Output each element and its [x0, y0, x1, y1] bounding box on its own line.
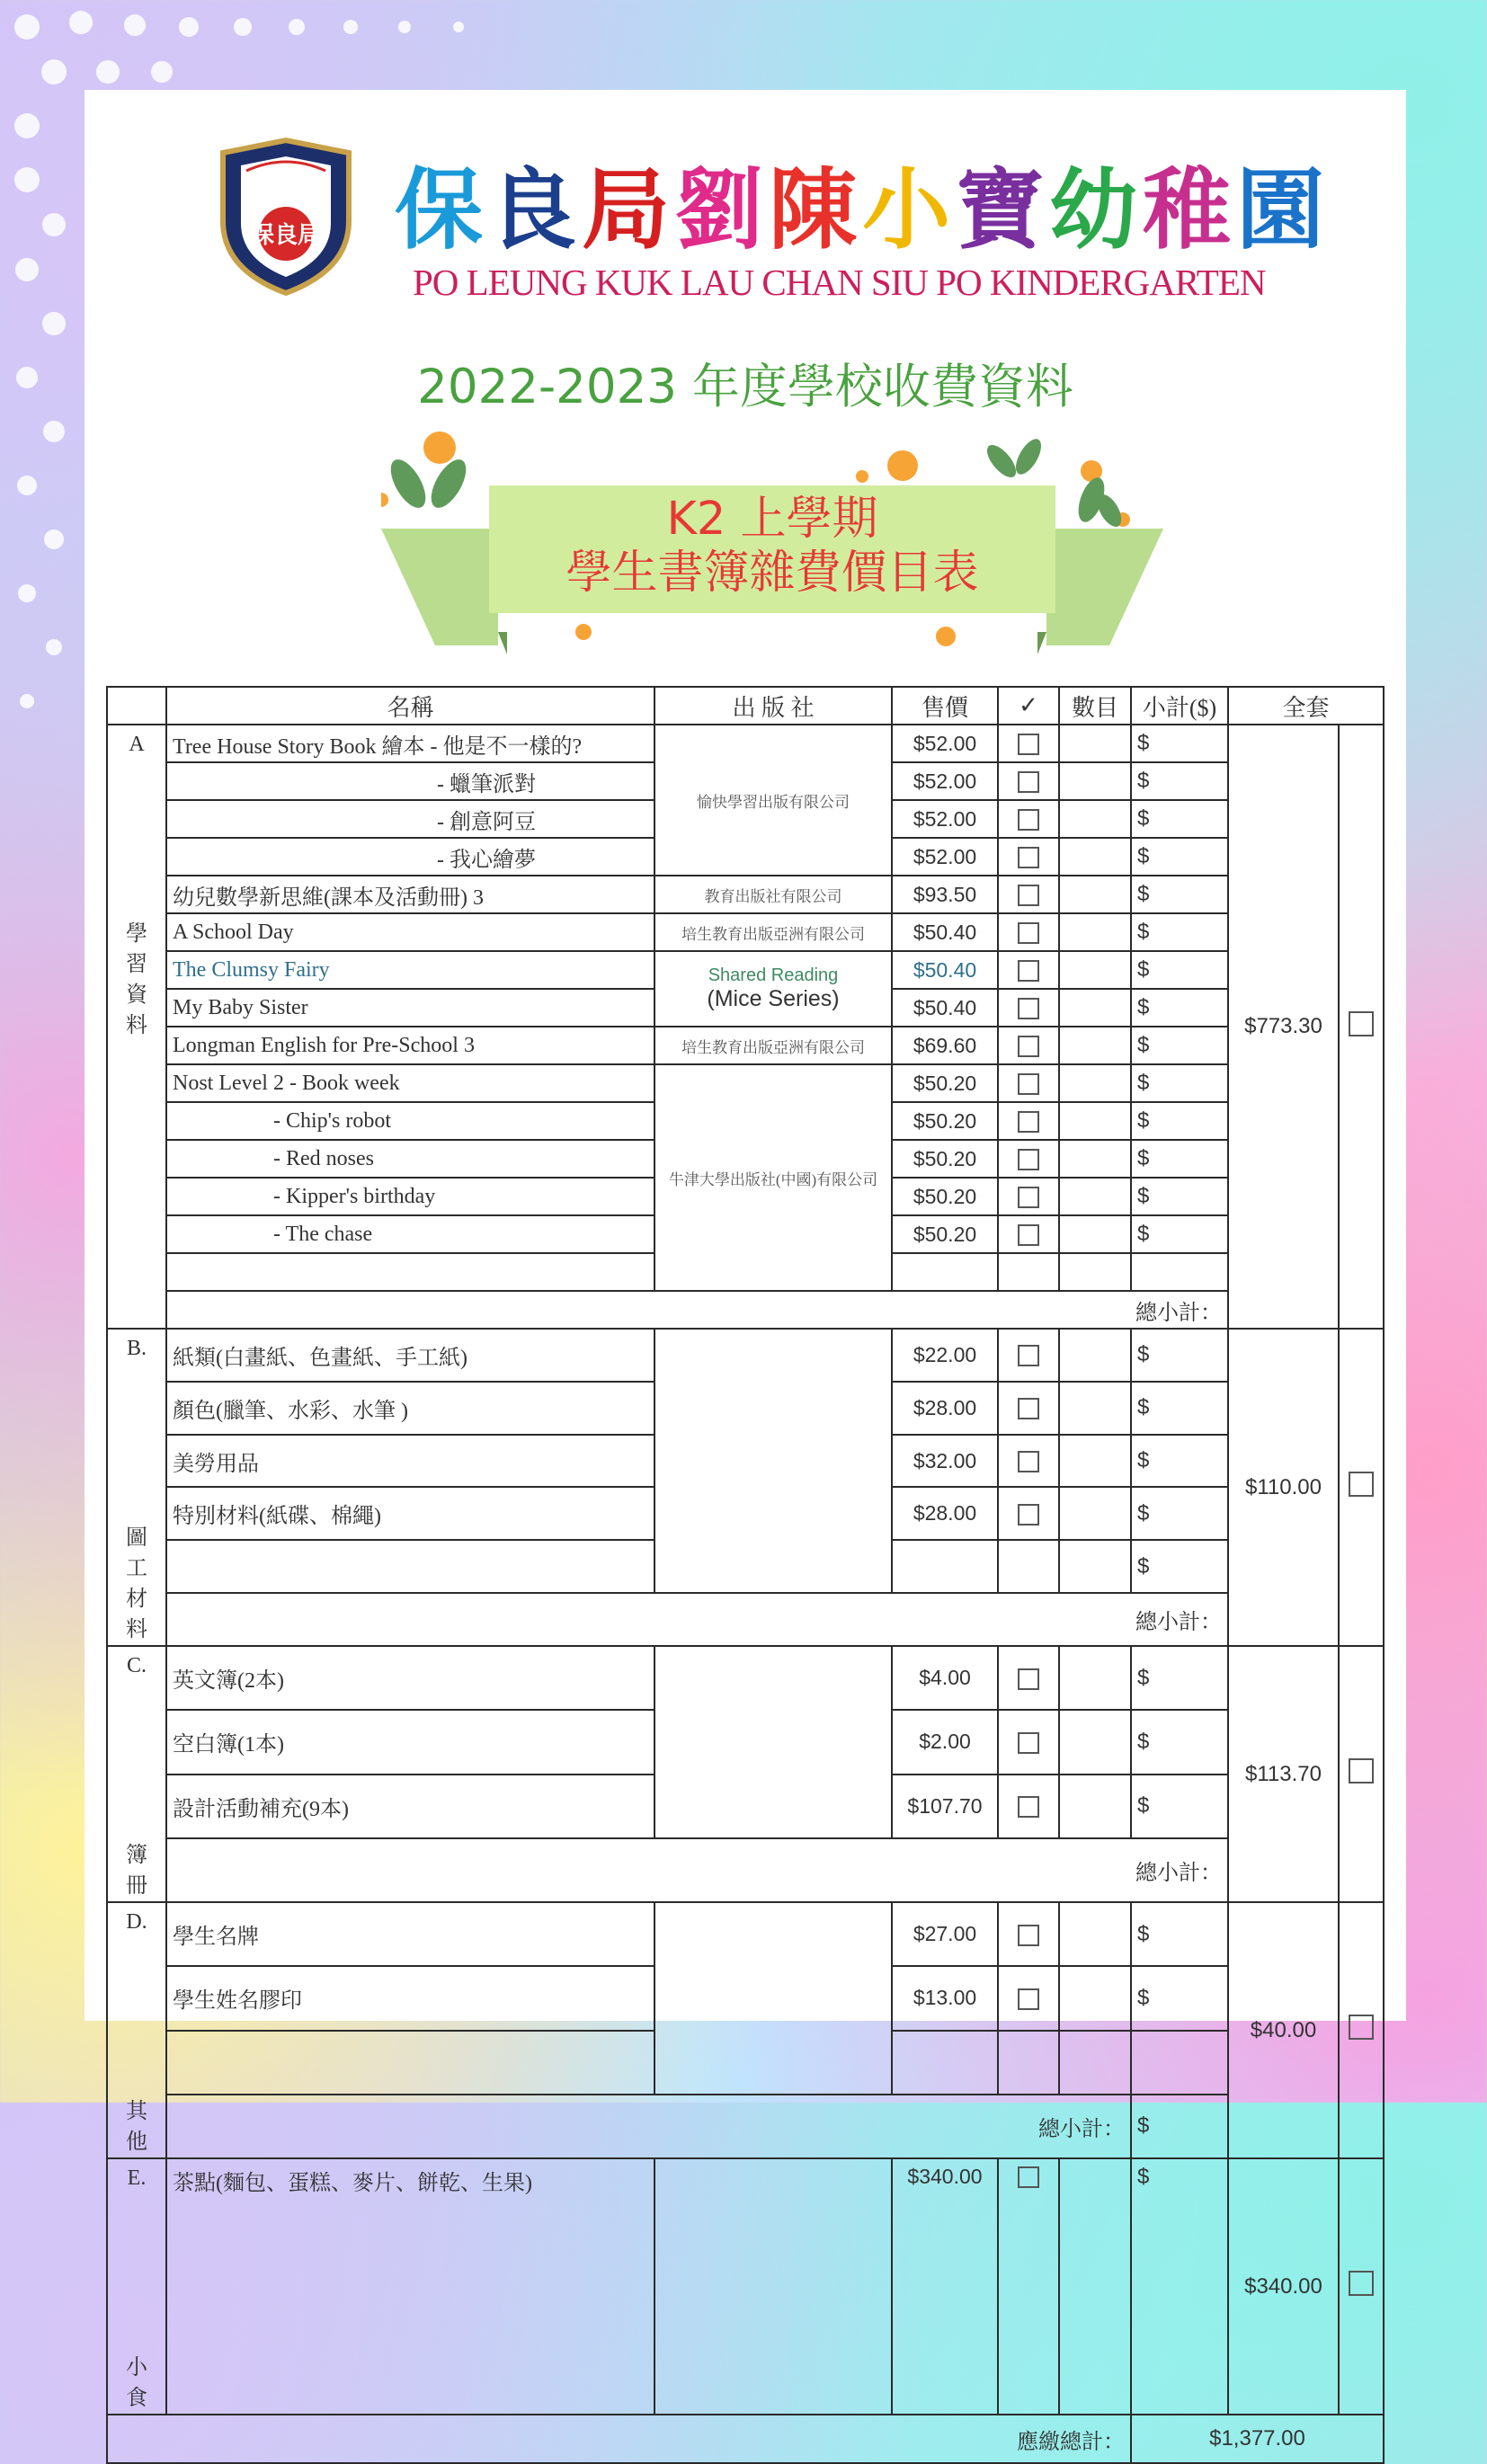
fee-table-wrapper — [106, 686, 1383, 2464]
item-name: 特別材料(紙碟、棉繩) — [166, 1487, 654, 1540]
item-name: - 我心繪夢 — [166, 838, 654, 876]
item-name: - Kipper's birthday — [166, 1178, 654, 1215]
item-name: 紙類(白畫紙、色畫紙、手工紙) — [166, 1329, 654, 1382]
publisher-cell: 牛津大學出版社(中國)有限公司 — [654, 1064, 892, 1291]
item-subtotal: $ — [1131, 2158, 1228, 2415]
title-char: 園 — [1236, 158, 1331, 262]
check-cell — [998, 1215, 1059, 1253]
item-name: A School Day — [166, 913, 654, 951]
item-name: 學生名牌 — [166, 1902, 654, 1966]
table-row — [107, 2031, 1384, 2095]
qty-cell — [1059, 913, 1131, 951]
checkbox[interactable] — [1018, 809, 1039, 831]
item-name: - The chase — [166, 1215, 654, 1253]
checkbox[interactable] — [1018, 2166, 1039, 2188]
item-subtotal: $ — [1131, 838, 1228, 876]
checkbox[interactable] — [1018, 771, 1039, 793]
item-price: $28.00 — [892, 1487, 998, 1540]
item-name: Tree House Story Book 繪本 - 他是不一樣的? — [166, 725, 654, 762]
item-subtotal: $ — [1131, 1140, 1228, 1178]
check-cell — [998, 1102, 1059, 1140]
item-price: $50.20 — [892, 1064, 998, 1102]
qty-cell — [1059, 1329, 1131, 1382]
category-letter: D. — [126, 1910, 147, 1934]
category-letter: B. — [126, 1337, 147, 1360]
item-subtotal: $ — [1131, 1215, 1228, 1253]
subtotal-row — [107, 1593, 1384, 1646]
item-subtotal: $ — [1131, 1540, 1228, 1593]
publisher-cell — [654, 1329, 892, 1382]
publisher-cell — [654, 1710, 892, 1774]
item-name — [166, 1540, 654, 1593]
check-cell — [998, 1487, 1059, 1540]
item-name — [166, 1253, 654, 1291]
qty-cell — [1059, 1140, 1131, 1178]
item-subtotal: $ — [1131, 1710, 1228, 1774]
item-price: $27.00 — [892, 1902, 998, 1966]
publisher-series: Shared Reading — [708, 965, 839, 985]
set-checkbox[interactable] — [1349, 2271, 1374, 2296]
qty-cell — [1059, 1382, 1131, 1435]
item-name: 學生姓名膠印 — [166, 1966, 654, 2030]
item-name: 美勞用品 — [166, 1435, 654, 1488]
qty-cell — [1059, 762, 1131, 800]
item-subtotal: $ — [1131, 1178, 1228, 1215]
item-name — [166, 2031, 654, 2095]
item-subtotal: $ — [1131, 989, 1228, 1027]
publisher-cell — [654, 951, 892, 1027]
qty-cell — [1059, 1902, 1131, 1966]
table-row — [107, 1329, 1384, 1382]
table-row — [107, 876, 1384, 913]
item-name: Nost Level 2 - Book week — [166, 1064, 654, 1102]
table-row — [107, 1435, 1384, 1488]
category-label: 其他 — [126, 2100, 147, 2154]
item-price: $50.40 — [892, 951, 998, 989]
table-row — [107, 1064, 1384, 1102]
check-cell — [998, 1329, 1059, 1382]
title-char: 劉 — [675, 158, 770, 262]
qty-cell — [1059, 1646, 1131, 1710]
grand-total-section — [107, 2415, 1384, 2463]
title-char: 小 — [862, 158, 957, 262]
category-label: 簿冊 — [126, 1844, 147, 1898]
set-checkbox[interactable] — [1349, 1758, 1374, 1784]
item-price: $52.00 — [892, 725, 998, 762]
item-price: $50.40 — [892, 913, 998, 951]
category-cell — [107, 1902, 166, 2158]
item-name: - Red noses — [166, 1140, 654, 1178]
set-checkbox[interactable] — [1349, 1472, 1374, 1497]
item-subtotal: $ — [1131, 1382, 1228, 1435]
item-price: $50.20 — [892, 1178, 998, 1215]
item-price: $93.50 — [892, 876, 998, 913]
publisher-cell — [654, 1382, 892, 1435]
item-price: $52.00 — [892, 838, 998, 876]
item-name: The Clumsy Fairy — [166, 951, 654, 989]
qty-cell — [1059, 2031, 1131, 2095]
checkbox[interactable] — [1018, 922, 1039, 944]
check-cell — [998, 725, 1059, 762]
item-subtotal: $ — [1131, 1027, 1228, 1064]
publisher-cell — [654, 2158, 892, 2415]
table-header-row — [107, 687, 1384, 725]
check-cell — [998, 1710, 1059, 1774]
category-letter: E. — [127, 2166, 147, 2190]
section-b — [107, 1329, 1384, 1646]
item-subtotal: $ — [1131, 951, 1228, 989]
title-char: 寶 — [956, 158, 1050, 262]
qty-cell — [1059, 1215, 1131, 1253]
publisher-cell: 培生教育出版亞洲有限公司 — [654, 1027, 892, 1064]
qty-cell — [1059, 1540, 1131, 1593]
item-price: $2.00 — [892, 1710, 998, 1774]
item-subtotal — [1131, 2031, 1228, 2095]
item-subtotal — [1131, 1253, 1228, 1291]
item-price: $22.00 — [892, 1329, 998, 1382]
table-row — [107, 1027, 1384, 1064]
subtotal-label: 總小計： — [166, 1291, 1228, 1329]
item-price — [892, 1253, 998, 1291]
table-row — [107, 1487, 1384, 1540]
grand-total-row — [107, 2415, 1384, 2463]
checkbox[interactable] — [1018, 1925, 1039, 1946]
category-cell — [107, 2158, 166, 2415]
checkbox[interactable] — [1018, 998, 1039, 1019]
fee-table — [106, 686, 1385, 2464]
school-crest-logo — [210, 135, 361, 297]
publisher-cell — [654, 1902, 892, 1966]
table-row — [107, 913, 1384, 951]
qty-cell — [1059, 1027, 1131, 1064]
set-check-cell — [1339, 1646, 1384, 1902]
item-subtotal: $ — [1131, 1902, 1228, 1966]
check-cell — [998, 1435, 1059, 1488]
checkbox[interactable] — [1018, 734, 1039, 755]
checkbox[interactable] — [1018, 847, 1039, 868]
publisher-cell: 愉快學習出版有限公司 — [654, 725, 892, 876]
qty-cell — [1059, 1253, 1131, 1291]
item-name: 英文簿(2本) — [166, 1646, 654, 1710]
checkbox[interactable] — [1018, 1398, 1039, 1419]
check-cell — [998, 1253, 1059, 1291]
category-cell — [107, 1646, 166, 1902]
item-name: Longman English for Pre-School 3 — [166, 1027, 654, 1064]
category-cell — [107, 725, 166, 1329]
category-label: 圖工材料 — [126, 1526, 147, 1641]
check-cell — [998, 2031, 1059, 2095]
table-row — [107, 1646, 1384, 1710]
check-cell — [998, 876, 1059, 913]
section-d — [107, 1902, 1384, 2158]
item-price: $32.00 — [892, 1435, 998, 1488]
publisher-cell — [654, 1966, 892, 2030]
qty-cell — [1059, 2158, 1131, 2415]
set-check-cell — [1339, 1902, 1384, 2158]
item-subtotal: $ — [1131, 1435, 1228, 1488]
item-subtotal: $ — [1131, 1966, 1228, 2030]
item-price: $50.20 — [892, 1102, 998, 1140]
school-name-english: PO LEUNG KUK LAU CHAN SIU PO KINDERGARTEN — [413, 262, 1266, 303]
checkbox[interactable] — [1018, 885, 1039, 906]
item-subtotal: $ — [1131, 762, 1228, 800]
subtotal-value: $ — [1131, 2095, 1228, 2158]
publisher-series-sub: (Mice Series) — [707, 986, 840, 1011]
qty-cell — [1059, 876, 1131, 913]
check-cell — [998, 1382, 1059, 1435]
check-cell — [998, 951, 1059, 989]
category-letter: C. — [126, 1654, 147, 1677]
subtotal-label: 總小計： — [166, 1593, 1228, 1646]
checkbox[interactable] — [1018, 1073, 1039, 1095]
item-price: $107.70 — [892, 1775, 998, 1838]
checkbox[interactable] — [1018, 1345, 1039, 1366]
publisher-cell — [654, 1487, 892, 1540]
publisher-cell: 培生教育出版亞洲有限公司 — [654, 913, 892, 951]
checkbox[interactable] — [1018, 1187, 1039, 1208]
title-char: 局 — [582, 158, 676, 262]
checkbox[interactable] — [1018, 1988, 1039, 2010]
header-price: 售價 — [892, 687, 998, 725]
check-cell — [998, 1540, 1059, 1593]
set-total: $113.70 — [1228, 1646, 1339, 1902]
table-row — [107, 951, 1384, 989]
check-cell — [998, 2158, 1059, 2415]
banner-line-grade: K2 上學期 — [666, 493, 878, 546]
check-cell — [998, 1902, 1059, 1966]
item-name: 茶點(麵包、蛋糕、麥片、餅乾、生果) — [166, 2158, 654, 2415]
banner-line-title: 學生書簿雜費價目表 — [565, 547, 979, 600]
table-row — [107, 2158, 1384, 2415]
item-name: - 蠟筆派對 — [166, 762, 654, 800]
svg-text:保良局: 保良局 — [250, 222, 322, 249]
checkbox[interactable] — [1018, 1504, 1039, 1526]
item-subtotal: $ — [1131, 1064, 1228, 1102]
item-subtotal: $ — [1131, 876, 1228, 913]
header-publisher: 出 版 社 — [654, 687, 892, 725]
checkbox[interactable] — [1018, 1111, 1039, 1133]
title-char: 稚 — [1143, 158, 1237, 262]
item-name: - Chip's robot — [166, 1102, 654, 1140]
check-cell — [998, 1966, 1059, 2030]
publisher-cell — [654, 2031, 892, 2095]
item-name: My Baby Sister — [166, 989, 654, 1027]
checkbox[interactable] — [1018, 960, 1039, 982]
header-subtotal: 小計($) — [1131, 687, 1228, 725]
grand-total-label: 應繳總計： — [107, 2415, 1131, 2463]
header-category — [107, 687, 166, 725]
qty-cell — [1059, 1102, 1131, 1140]
subtotal-row — [107, 1838, 1384, 1902]
item-subtotal: $ — [1131, 1102, 1228, 1140]
qty-cell — [1059, 951, 1131, 989]
qty-cell — [1059, 1435, 1131, 1488]
checkbox[interactable] — [1018, 1668, 1039, 1690]
item-price: $50.20 — [892, 1140, 998, 1178]
fee-sheet-page — [85, 90, 1406, 2454]
document-subtitle: 2022-2023 年度學校收費資料 — [417, 360, 1073, 414]
item-subtotal: $ — [1131, 725, 1228, 762]
table-row — [107, 1902, 1384, 1966]
checkbox[interactable] — [1018, 1451, 1039, 1472]
checkbox[interactable] — [1018, 1732, 1039, 1754]
title-char: 良 — [488, 158, 583, 262]
item-price: $28.00 — [892, 1382, 998, 1435]
item-price: $50.40 — [892, 989, 998, 1027]
header-name: 名稱 — [166, 687, 654, 725]
category-letter: A — [129, 733, 145, 756]
qty-cell — [1059, 1487, 1131, 1540]
set-checkbox[interactable] — [1349, 1011, 1374, 1036]
category-cell — [107, 1329, 166, 1646]
table-row — [107, 1540, 1384, 1593]
check-cell — [998, 800, 1059, 838]
school-name-chinese — [395, 139, 1330, 266]
item-price: $13.00 — [892, 1966, 998, 2030]
item-price — [892, 1540, 998, 1593]
publisher-cell — [654, 1775, 892, 1838]
table-row — [107, 1966, 1384, 2030]
subtotal-row — [107, 1291, 1384, 1329]
set-total: $340.00 — [1228, 2158, 1339, 2415]
set-total: $773.30 — [1228, 725, 1339, 1329]
title-char: 陳 — [769, 158, 863, 262]
check-cell — [998, 1178, 1059, 1215]
item-price: $52.00 — [892, 762, 998, 800]
qty-cell — [1059, 838, 1131, 876]
item-name: - 創意阿豆 — [166, 800, 654, 838]
checkbox[interactable] — [1018, 1149, 1039, 1170]
publisher-cell — [654, 1540, 892, 1593]
section-e — [107, 2158, 1384, 2415]
title-char: 幼 — [1049, 158, 1144, 262]
checkbox[interactable] — [1018, 1796, 1039, 1818]
set-check-cell — [1339, 1329, 1384, 1646]
section-a — [107, 725, 1384, 1329]
item-price: $340.00 — [892, 2158, 998, 2415]
check-cell — [998, 913, 1059, 951]
qty-cell — [1059, 1966, 1131, 2030]
qty-cell — [1059, 725, 1131, 762]
check-cell — [998, 838, 1059, 876]
set-check-cell — [1339, 2158, 1384, 2415]
publisher-cell — [654, 1435, 892, 1488]
header-set: 全套 — [1228, 687, 1384, 725]
qty-cell — [1059, 1064, 1131, 1102]
item-name: 空白簿(1本) — [166, 1710, 654, 1774]
banner-title — [494, 493, 1051, 600]
item-price: $69.60 — [892, 1027, 998, 1064]
subtotal-label: 總小計： — [166, 2095, 1131, 2158]
publisher-cell: 教育出版社有限公司 — [654, 876, 892, 913]
grand-total-value: $1,377.00 — [1131, 2415, 1384, 2463]
category-label: 小食 — [126, 2356, 147, 2410]
table-row — [107, 1382, 1384, 1435]
subtotal-label: 總小計： — [166, 1838, 1228, 1902]
item-subtotal: $ — [1131, 913, 1228, 951]
item-subtotal: $ — [1131, 1775, 1228, 1838]
item-subtotal: $ — [1131, 1487, 1228, 1540]
item-price — [892, 2031, 998, 2095]
item-subtotal: $ — [1131, 800, 1228, 838]
set-checkbox[interactable] — [1349, 2015, 1374, 2040]
header-check: ✓ — [998, 687, 1059, 725]
item-price: $50.20 — [892, 1215, 998, 1253]
item-price: $4.00 — [892, 1646, 998, 1710]
table-row — [107, 1775, 1384, 1838]
qty-cell — [1059, 800, 1131, 838]
check-cell — [998, 989, 1059, 1027]
set-total: $110.00 — [1228, 1329, 1339, 1646]
checkbox[interactable] — [1018, 1036, 1039, 1057]
checkbox[interactable] — [1018, 1224, 1039, 1246]
category-label: 學習資料 — [126, 922, 147, 1037]
check-cell — [998, 1646, 1059, 1710]
check-cell — [998, 1775, 1059, 1838]
qty-cell — [1059, 1178, 1131, 1215]
title-char: 保 — [395, 158, 489, 262]
item-name: 設計活動補充(9本) — [166, 1775, 654, 1838]
qty-cell — [1059, 989, 1131, 1027]
section-c — [107, 1646, 1384, 1902]
subtotal-row — [107, 2095, 1384, 2158]
header-qty: 數目 — [1059, 687, 1131, 725]
check-cell — [998, 1140, 1059, 1178]
item-name: 顏色(臘筆、水彩、水筆 ) — [166, 1382, 654, 1435]
table-row — [107, 725, 1384, 762]
table-row — [107, 1710, 1384, 1774]
check-cell — [998, 1064, 1059, 1102]
publisher-cell — [654, 1646, 892, 1710]
qty-cell — [1059, 1775, 1131, 1838]
check-cell — [998, 762, 1059, 800]
check-cell — [998, 1027, 1059, 1064]
set-total: $40.00 — [1228, 1902, 1339, 2158]
item-name: 幼兒數學新思維(課本及活動冊) 3 — [166, 876, 654, 913]
set-check-cell — [1339, 725, 1384, 1329]
item-subtotal: $ — [1131, 1646, 1228, 1710]
item-price: $52.00 — [892, 800, 998, 838]
qty-cell — [1059, 1710, 1131, 1774]
item-subtotal: $ — [1131, 1329, 1228, 1382]
